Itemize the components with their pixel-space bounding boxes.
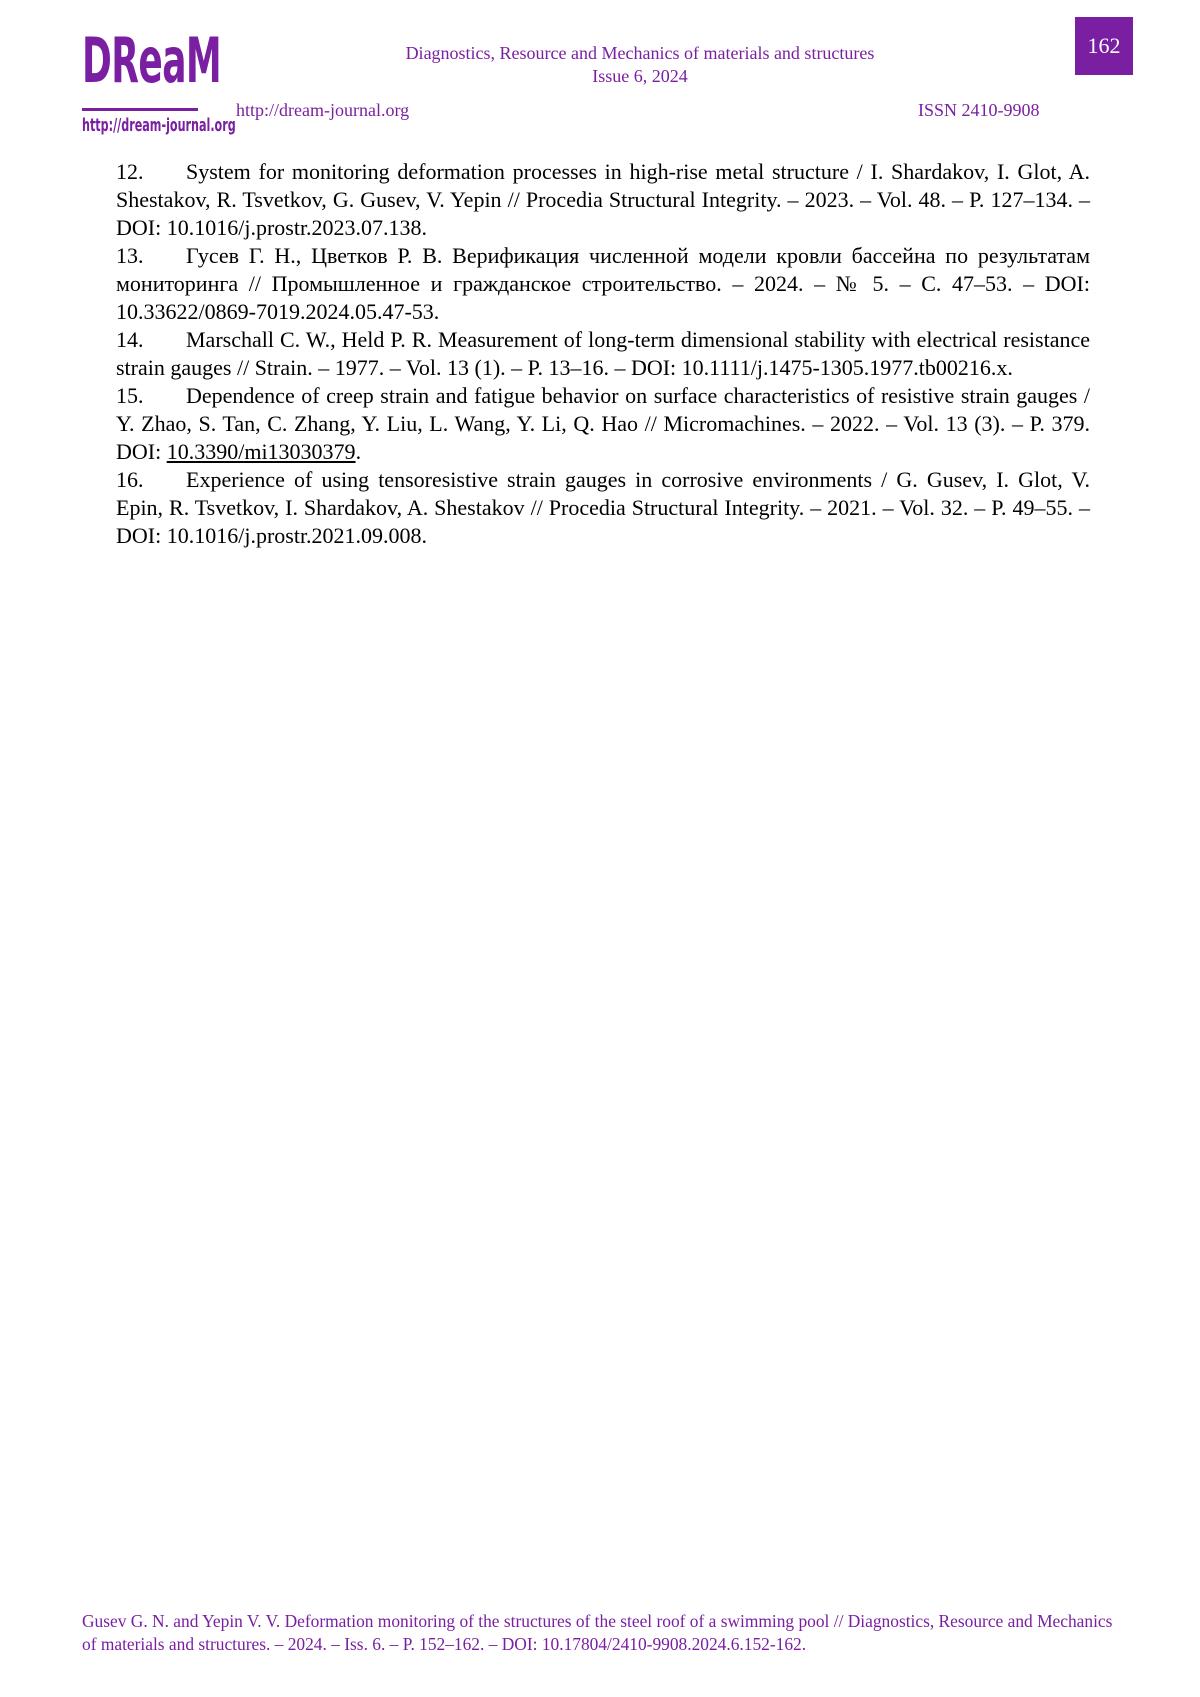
journal-url-link[interactable]: http://dream-journal.org [236, 100, 410, 120]
reference-number: 13. [116, 243, 144, 268]
reference-list [116, 158, 1090, 550]
reference-text: Dependence of creep strain and fatigue behavior on surface characteristics of resistive strain gauges / Y. Zhao, S. Tan, C. Zhang, Y. Liu, L. Wang, Y. Li, Q. Hao // Micromachines. – 2022. – Vol. 13 (3). – P. 379. DOI: [116, 383, 1090, 464]
journal-title-block [330, 42, 950, 88]
reference-item [116, 466, 1090, 550]
journal-issn: ISSN 2410-9908 [918, 100, 1040, 120]
footer-citation: Gusev G. N. and Yepin V. V. Deformation monitoring of the structures of the steel roof of a swimming pool // Diagnostics, Resource and Mechanics of materials and structures. – 2024. – Iss. 6. – P. 152–162. – DOI: 10.17804/2410-9908.2024.6.152-162. [82, 1611, 1113, 1654]
reference-text: System for monitoring deformation processes in high-rise metal structure / I. Shardakov, I. Glot, A. Shestakov, R. Tsvetkov, G. Gusev, V. Yepin // Procedia Structural Integrity. – 2023. – Vol. 48. – P. 127–134. – DOI: 10.1016/j.prostr.2023.07.138. [116, 159, 1090, 240]
reference-item [116, 158, 1090, 242]
reference-item [116, 242, 1090, 326]
reference-number: 14. [116, 327, 144, 352]
logo-wordmark: DReaM [82, 24, 222, 97]
page-number: 162 [1087, 33, 1121, 58]
reference-number: 12. [116, 159, 144, 184]
journal-title: Diagnostics, Resource and Mechanics of materials and structures [405, 43, 875, 63]
reference-number: 15. [116, 383, 144, 408]
logo-rule [82, 108, 198, 111]
doi-link[interactable]: 10.3390/mi13030379 [166, 439, 356, 464]
reference-number: 16. [116, 467, 144, 492]
reference-item [116, 326, 1090, 382]
reference-text: Marschall C. W., Held P. R. Measurement of long-term dimensional stability with electrical resistance strain gauges // Strain. – 1977. – Vol. 13 (1). – P. 13–16. – DOI: 10.1111/j.1475-1305.1977.tb00216.x. [116, 327, 1090, 380]
journal-logo [82, 16, 236, 136]
reference-text: Гусев Г. Н., Цветков Р. В. Верификация численной модели кровли бассейна по результатам мониторинга // Промышленное и гражданское строительство. – 2024. – № 5. – С. 47–53. – DOI: 10.33622/0869-7019.2024.05.47-53. [116, 243, 1090, 324]
page-number-badge [1075, 17, 1133, 75]
logo-url: http://dream-journal.org [82, 115, 236, 136]
reference-text: Experience of using tensoresistive strain gauges in corrosive environments / G. Gusev, I. Glot, V. Epin, R. Tsvetkov, I. Shardakov, A. Shestakov // Procedia Structural Integrity. – 2021. – Vol. 32. – P. 49–55. – DOI: 10.1016/j.prostr.2021.09.008. [116, 467, 1090, 548]
reference-item [116, 382, 1090, 466]
journal-issue: Issue 6, 2024 [592, 66, 688, 86]
reference-tail: . [355, 439, 362, 464]
